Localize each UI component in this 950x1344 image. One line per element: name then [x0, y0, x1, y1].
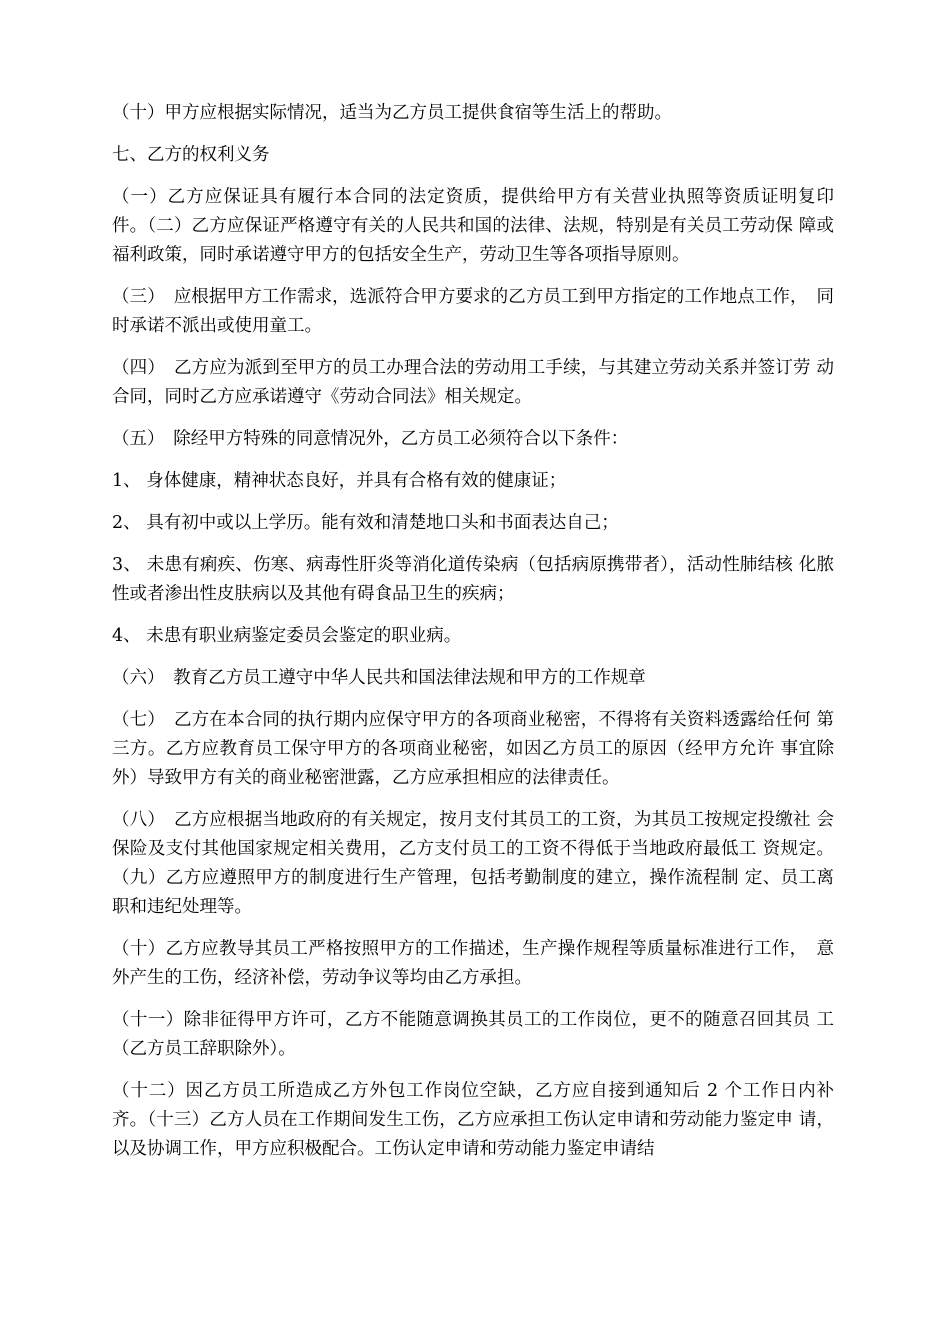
paragraph-8-wages: （八） 乙方应根据当地政府的有关规定，按月支付其员工的工资，为其员工按规定投缴社 会保险及支付其他国家规定相关费用，乙方支付员工的工资不得低于当地政府最低工 资规定。（九）乙方应遵照甲方的制度进行生产管理，包括考勤制度的建立，操作流程制 定、员工离职和违纪处理等。 [112, 810, 834, 917]
paragraph-4-labor-contract: （四） 乙方应为派到至甲方的员工办理合法的劳动用工手续，与其建立劳动关系并签订劳 动合同，同时乙方应承诺遵守《劳动合同法》相关规定。 [112, 358, 834, 407]
paragraph-11-job-transfer: （十一）除非征得甲方许可，乙方不能随意调换其员工的工作岗位，更不的随意召回其员 工（乙方员工辞职除外）。 [112, 1010, 834, 1059]
paragraph-5-conditions: （五） 除经甲方特殊的同意情况外，乙方员工必须符合以下条件： [112, 429, 629, 449]
section-heading-party-b-rights: 七、乙方的权利义务 [112, 145, 270, 165]
paragraph-10-party-a-support: （十）甲方应根据实际情况，适当为乙方员工提供食宿等生活上的帮助。 [112, 103, 672, 123]
paragraph-3-staff-dispatch: （三） 应根据甲方工作需求，选派符合甲方要求的乙方员工到甲方指定的工作地点工作， 同时承诺不派出或使用童工。 [112, 287, 834, 336]
paragraph-10-work-standards: （十）乙方应教导其员工严格按照甲方的工作描述，生产操作规程等质量标准进行工作， 意外产生的工伤，经济补偿，劳动争议等均由乙方承担。 [112, 939, 834, 988]
paragraph-6-education: （六） 教育乙方员工遵守中华人民共和国法律法规和甲方的工作规章 [112, 668, 646, 688]
condition-item-3: 3、 未患有痢疾、伤寒、病毒性肝炎等消化道传染病（包括病原携带者），活动性肺结核 化脓性或者渗出性皮肤病以及其他有碍食品卫生的疾病； [112, 555, 834, 604]
condition-item-4: 4、 未患有职业病鉴定委员会鉴定的职业病。 [112, 626, 462, 646]
condition-item-1: 1、 身体健康，精神状态良好，并具有合格有效的健康证； [112, 471, 567, 491]
paragraph-12-vacancy: （十二）因乙方员工所造成乙方外包工作岗位空缺，乙方应自接到通知后 2 个工作日内补 齐。（十三）乙方人员在工作期间发生工伤，乙方应承担工伤认定申请和劳动能力鉴定申 请，以及协调工作，甲方应积极配合。工伤认定申请和劳动能力鉴定申请结 [112, 1081, 840, 1159]
paragraph-1-qualification: （一）乙方应保证具有履行本合同的法定资质，提供给甲方有关营业执照等资质证明复印 件。（二）乙方应保证严格遵守有关的人民共和国的法律、法规，特别是有关员工劳动保 障或福利政策，同时承诺遵守甲方的包括安全生产，劳动卫生等各项指导原则。 [112, 187, 840, 265]
paragraph-7-confidentiality: （七） 乙方在本合同的执行期内应保守甲方的各项商业秘密，不得将有关资料透露给任何 第三方。乙方应教育员工保守甲方的各项商业秘密，如因乙方员工的原因（经甲方允许 事宜除外）导致甲方有关的商业秘密泄露，乙方应承担相应的法律责任。 [112, 710, 834, 788]
condition-item-2: 2、 具有初中或以上学历。能有效和清楚地口头和书面表达自己； [112, 513, 619, 533]
document-page [112, 99, 840, 1177]
